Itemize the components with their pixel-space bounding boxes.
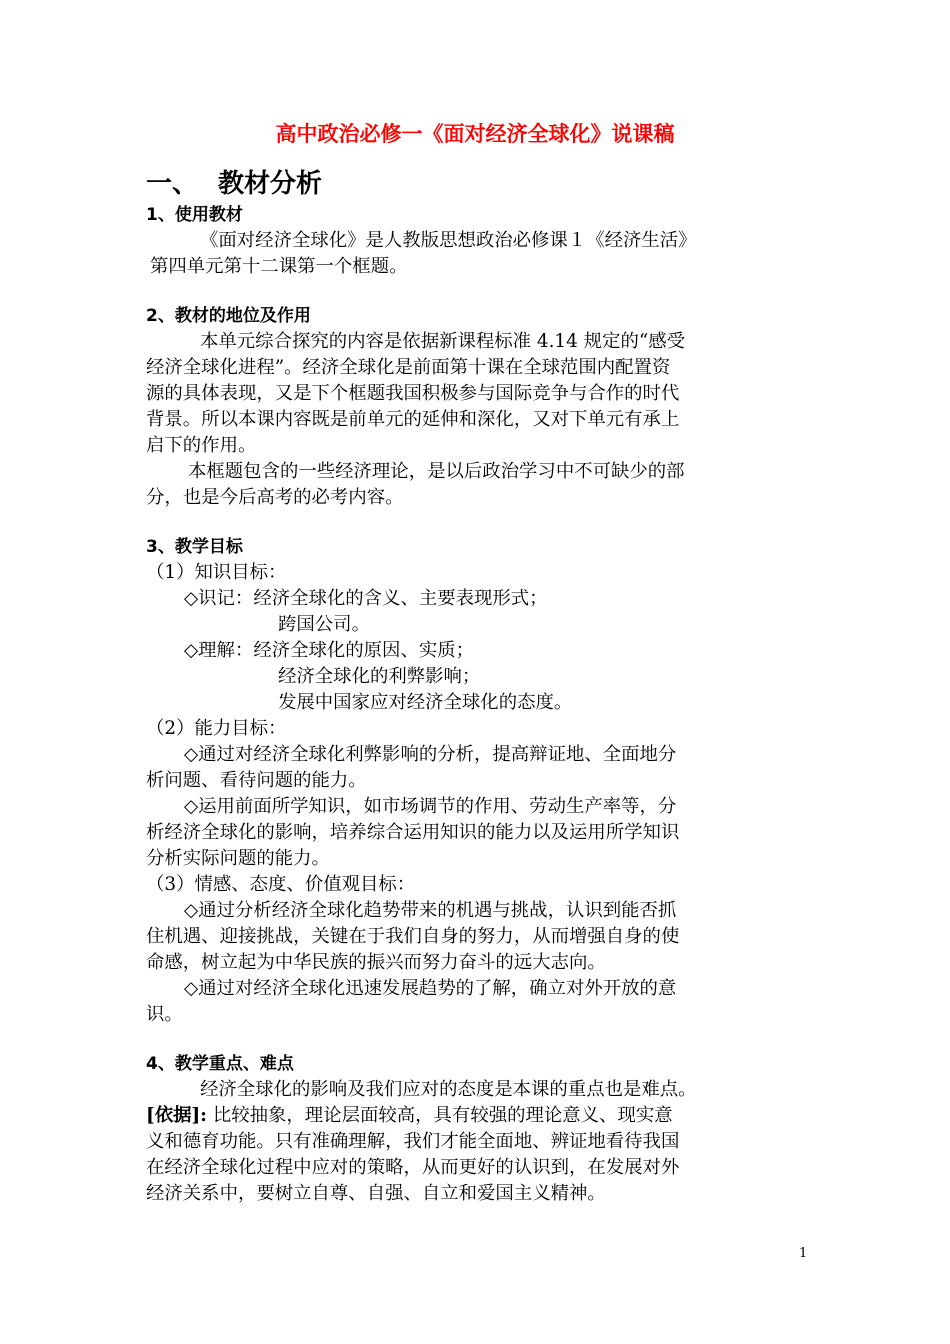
paragraph-line: 《面对经济全球化》是人教版思想政治必修课１《经济生活》 [200, 230, 697, 251]
paragraph-line: 本单元综合探究的内容是依据新课程标准 4.14 规定的“感受 [200, 331, 686, 352]
paragraph-line: 义和德育功能。只有准确理解，我们才能全面地、辨证地看待我国 [146, 1131, 680, 1152]
goal-item: 经济全球化的利弊影响； [278, 666, 481, 687]
goal-item: ◇运用前面所学知识，如市场调节的作用、劳动生产率等，分 [184, 796, 677, 817]
goal-item: 发展中国家应对经济全球化的态度。 [278, 692, 573, 713]
section-number: 一、 [146, 169, 199, 199]
document-title: 高中政治必修一《面对经济全球化》说课稿 [275, 122, 675, 146]
paragraph-line: 第四单元第十二课第一个框题。 [150, 256, 408, 277]
subsection-heading-3: 3、教学目标 [146, 537, 243, 557]
paragraph-line: 分，也是今后高考的必考内容。 [146, 487, 404, 508]
subsection-heading-4: 4、教学重点、难点 [146, 1054, 294, 1074]
paragraph-line: 识。 [146, 1004, 183, 1025]
goal-heading: （3）情感、态度、价值观目标： [146, 874, 416, 895]
subsection-heading-1: 1、使用教材 [146, 205, 243, 225]
basis-label: [依据]: [146, 1105, 207, 1126]
basis-text: 比较抽象，理论层面较高，具有较强的理论意义、现实意 [212, 1105, 673, 1126]
goal-item: ◇理解：经济全球化的原因、实质； [184, 640, 475, 661]
section-heading-1 [146, 168, 794, 200]
paragraph-line: 经济全球化的影响及我们应对的态度是本课的重点也是难点。 [200, 1079, 697, 1100]
goal-item: ◇识记：经济全球化的含义、主要表现形式； [184, 588, 548, 609]
goal-item: 跨国公司。 [278, 614, 370, 635]
paragraph-line: 背景。所以本课内容既是前单元的延伸和深化，又对下单元有承上 [146, 409, 680, 430]
paragraph-line: 经济全球化进程”。经济全球化是前面第十课在全球范围内配置资 [146, 357, 671, 378]
document-body [146, 168, 794, 1207]
paragraph-line [146, 1103, 794, 1129]
paragraph-line: 启下的作用。 [146, 435, 257, 456]
goal-heading: （1）知识目标： [146, 562, 287, 583]
paragraph-line: 住机遇、迎接挑战，关键在于我们自身的努力，从而增强自身的使 [146, 926, 680, 947]
paragraph-line: 析经济全球化的影响，培养综合运用知识的能力以及运用所学知识 [146, 822, 680, 843]
paragraph-line: 本框题包含的一些经济理论，是以后政治学习中不可缺少的部 [188, 461, 685, 482]
paragraph-line: 经济关系中，要树立自尊、自强、自立和爱国主义精神。 [146, 1183, 606, 1204]
goal-item: ◇通过对经济全球化利弊影响的分析，提高辩证地、全面地分 [184, 744, 677, 765]
goal-item: ◇通过对经济全球化迅速发展趋势的了解，确立对外开放的意 [184, 978, 677, 999]
paragraph-line: 命感，树立起为中华民族的振兴而努力奋斗的远大志向。 [146, 952, 606, 973]
subsection-heading-2: 2、教材的地位及作用 [146, 306, 311, 326]
goal-heading: （2）能力目标： [146, 718, 287, 739]
paragraph-line: 析问题、看待问题的能力。 [146, 770, 367, 791]
section-title: 教材分析 [218, 169, 323, 199]
goal-item: ◇通过分析经济全球化趋势带来的机遇与挑战，认识到能否抓 [184, 900, 677, 921]
paragraph-line: 源的具体表现，又是下个框题我国积极参与国际竞争与合作的时代 [146, 383, 680, 404]
paragraph-line: 在经济全球化过程中应对的策略，从而更好的认识到，在发展对外 [146, 1157, 680, 1178]
page-number: 1 [799, 1246, 808, 1261]
paragraph-line: 分析实际问题的能力。 [146, 848, 330, 869]
